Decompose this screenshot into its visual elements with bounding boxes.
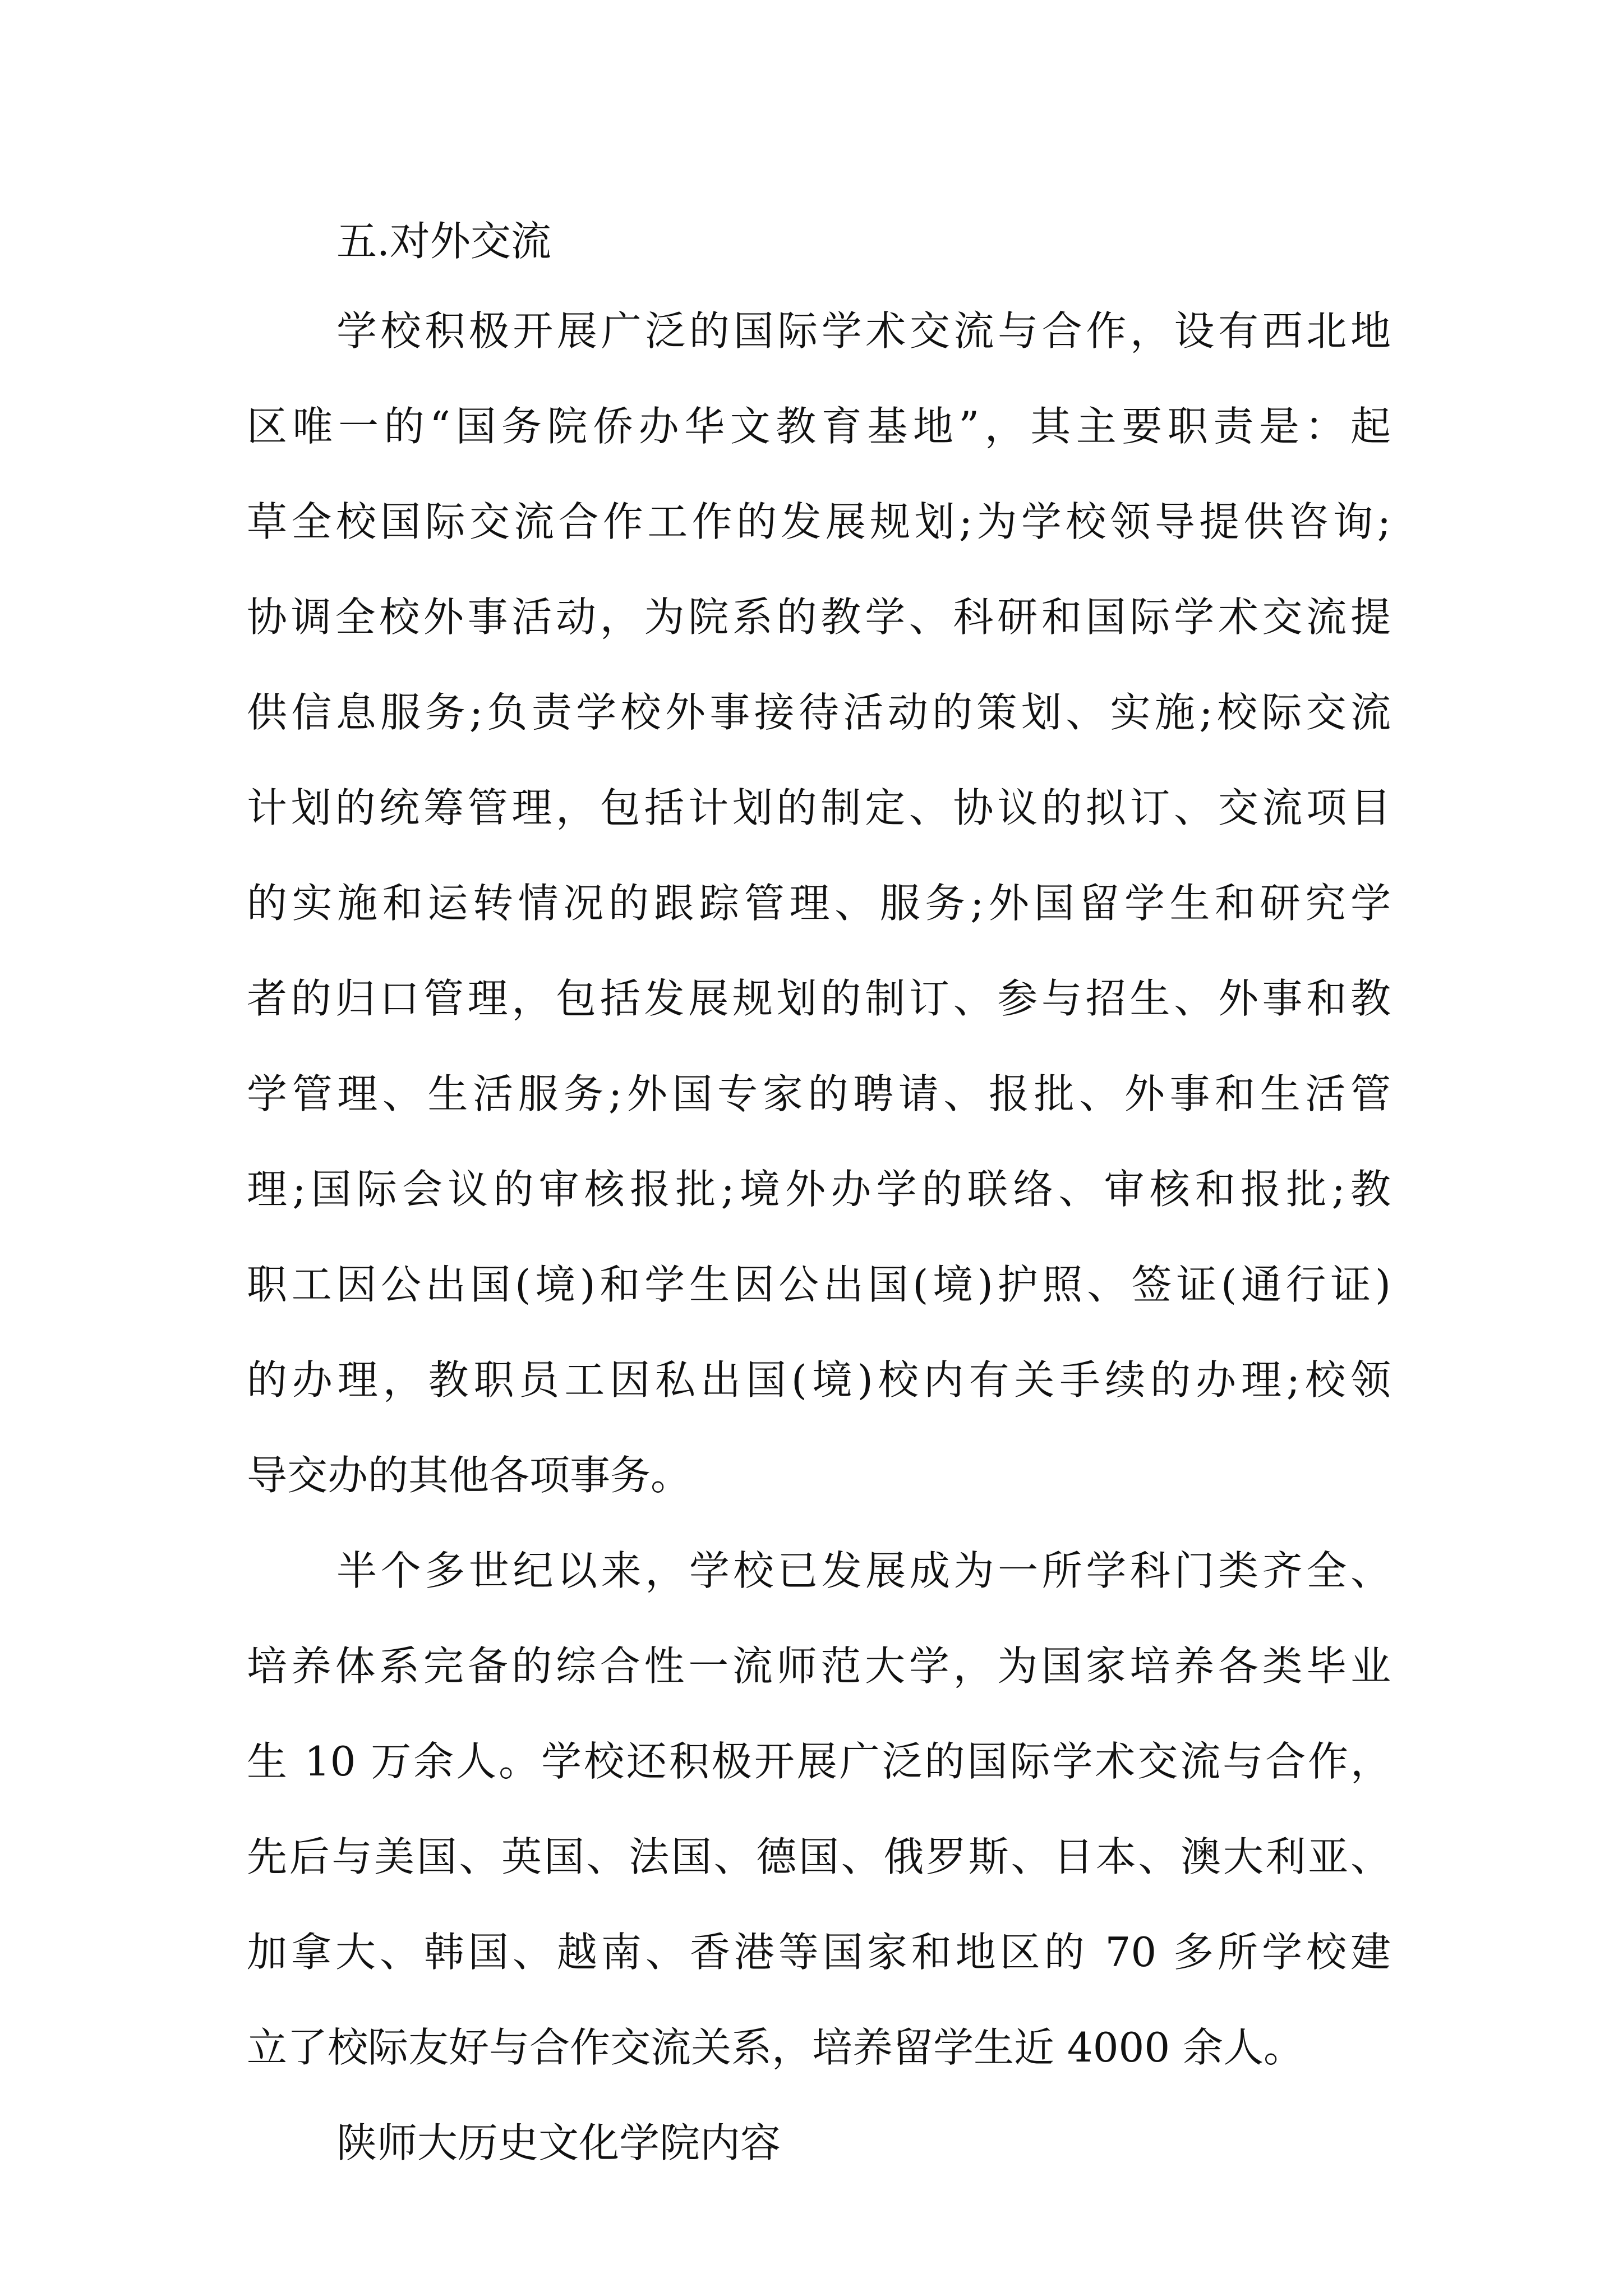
paragraph-line: 立了校际友好与合作交流关系，培养留学生近 4000 余人。 [247, 2024, 1304, 2071]
paragraph-line: 职工因公出国(境)和学生因公出国(境)护照、签证(通行证) [247, 1261, 1391, 1308]
closing-line: 陕师大历史文化学院内容 [336, 2119, 781, 2166]
paragraph-line: 的实施和运转情况的跟踪管理、服务;外国留学生和研究学 [247, 880, 1391, 927]
paragraph-line: 先后与美国、英国、法国、德国、俄罗斯、日本、澳大利亚、 [247, 1833, 1391, 1880]
paragraph-line: 者的归口管理，包括发展规划的制订、参与招生、外事和教 [247, 975, 1391, 1022]
paragraph-line: 加拿大、韩国、越南、香港等国家和地区的 70 多所学校建 [247, 1929, 1391, 1976]
paragraph-line: 计划的统筹管理，包括计划的制定、协议的拟订、交流项目 [247, 784, 1391, 831]
paragraph-line: 导交办的其他各项事务。 [247, 1452, 691, 1499]
paragraph-line: 区唯一的“国务院侨办华文教育基地”，其主要职责是：起 [247, 403, 1391, 450]
section-heading: 五.对外交流 [336, 218, 551, 265]
paragraph-line: 协调全校外事活动，为院系的教学、科研和国际学术交流提 [247, 593, 1391, 641]
paragraph-line: 草全校国际交流合作工作的发展规划;为学校领导提供咨询; [247, 498, 1391, 545]
paragraph-line: 培养体系完备的综合性一流师范大学，为国家培养各类毕业 [247, 1642, 1391, 1690]
paragraph-line: 供信息服务;负责学校外事接待活动的策划、实施;校际交流 [247, 689, 1391, 736]
paragraph-line: 生 10 万余人。学校还积极开展广泛的国际学术交流与合作， [247, 1738, 1391, 1785]
paragraph-line: 学管理、生活服务;外国专家的聘请、报批、外事和生活管 [247, 1070, 1391, 1117]
paragraph-line: 学校积极开展广泛的国际学术交流与合作，设有西北地 [336, 307, 1391, 355]
paragraph-line: 的办理，教职员工因私出国(境)校内有关手续的办理;校领 [247, 1356, 1391, 1404]
paragraph-line: 半个多世纪以来，学校已发展成为一所学科门类齐全、 [336, 1547, 1391, 1594]
paragraph-line: 理;国际会议的审核报批;境外办学的联络、审核和报批;教 [247, 1166, 1391, 1213]
